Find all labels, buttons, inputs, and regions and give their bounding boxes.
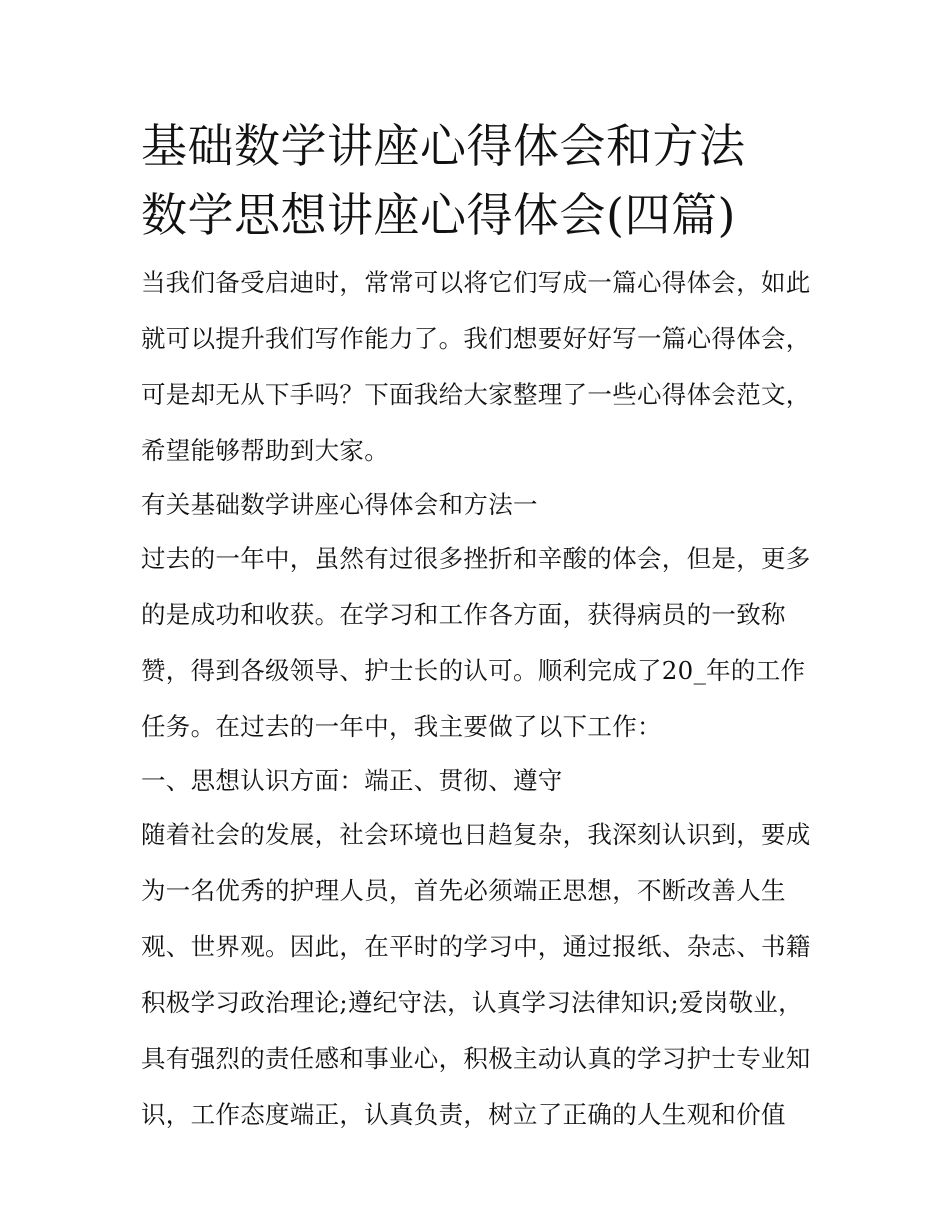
body-line: 为一名优秀的护理人员，首先必须端正思想，不断改善人生 (141, 876, 786, 905)
body-line: 可是却无从下手吗？下面我给大家整理了一些心得体会范文， (141, 380, 811, 409)
document-body (141, 255, 821, 1143)
body-line: 当我们备受启迪时，常常可以将它们写成一篇心得体会，如此 (141, 268, 811, 297)
section-heading: 有关基础数学讲座心得体会和方法一 (141, 490, 538, 519)
body-line: 任务。在过去的一年中，我主要做了以下工作： (141, 712, 662, 741)
title-line-2: 数学思想讲座心得体会(四篇) (141, 188, 736, 242)
body-line: 的是成功和收获。在学习和工作各方面，获得病员的一致称 (141, 600, 786, 629)
subsection-heading: 一、思想认识方面：端正、贯彻、遵守 (141, 766, 563, 795)
body-line: 过去的一年中，虽然有过很多挫折和辛酸的体会，但是，更多 (141, 544, 811, 573)
body-line: 希望能够帮助到大家。 (141, 436, 389, 465)
body-line: 积极学习政治理论;遵纪守法，认真学习法律知识;爱岗敬业， (141, 988, 803, 1017)
body-line: 具有强烈的责任感和事业心，积极主动认真的学习护士专业知 (141, 1044, 811, 1073)
document-content (141, 112, 821, 1143)
body-line: 赞，得到各级领导、护士长的认可。顺利完成了20_年的工作 (141, 656, 806, 685)
title-line-1: 基础数学讲座心得体会和方法 (141, 119, 746, 173)
body-line: 就可以提升我们写作能力了。我们想要好好写一篇心得体会， (141, 324, 811, 353)
body-line: 随着社会的发展，社会环境也日趋复杂，我深刻认识到，要成 (141, 820, 811, 849)
body-line: 识，工作态度端正，认真负责，树立了正确的人生观和价值 (141, 1100, 786, 1129)
body-line: 观、世界观。因此，在平时的学习中，通过报纸、杂志、书籍 (141, 932, 811, 961)
document-title (141, 112, 821, 250)
